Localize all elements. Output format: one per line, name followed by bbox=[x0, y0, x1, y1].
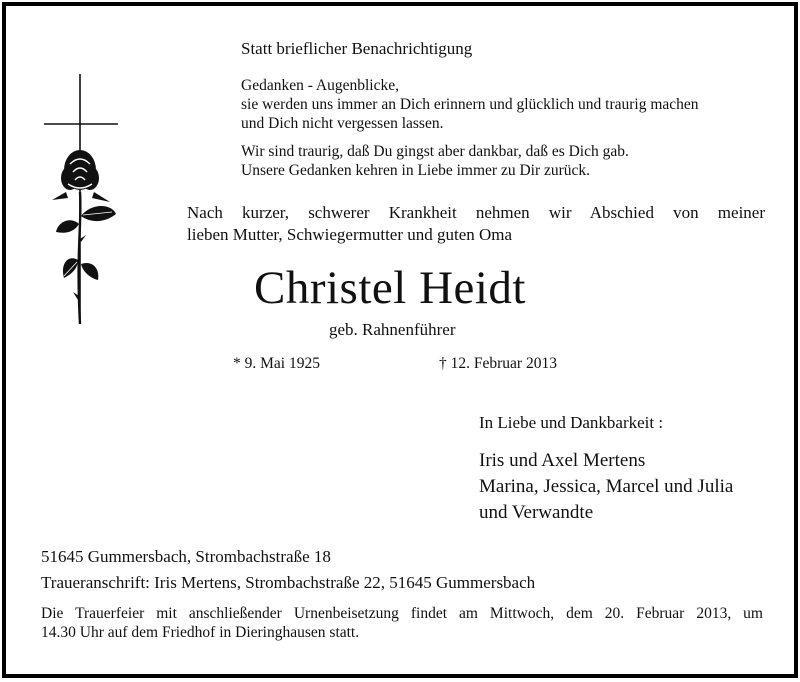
poem-line: sie werden uns immer an Dich erinnern und glücklich und traurig machen bbox=[241, 96, 699, 113]
mourner: Iris und Axel Mertens bbox=[479, 450, 646, 471]
mourning-address: Traueranschrift: Iris Mertens, Strombachstraße 22, 51645 Gummersbach bbox=[41, 573, 536, 592]
ceremony-line: 14.30 Uhr auf dem Friedhof in Dieringhausen statt. bbox=[41, 624, 360, 641]
cross-with-rose-icon bbox=[40, 74, 126, 324]
ceremony-line: Die Trauerfeier mit anschließender Urnenbeisetzung findet am Mittwoch, dem 20. Februar 2013, um bbox=[41, 605, 763, 622]
birth-date: * 9. Mai 1925 bbox=[233, 355, 320, 372]
birth-name: geb. Rahnenführer bbox=[329, 320, 456, 339]
mourner: und Verwandte bbox=[479, 502, 594, 523]
deceased-name: Christel Heidt bbox=[254, 262, 526, 314]
intro-line: Nach kurzer, schwerer Krankheit nehmen wir Abschied von meiner bbox=[187, 203, 765, 222]
mourners-heading: In Liebe und Dankbarkeit : bbox=[479, 413, 664, 432]
obituary-notice bbox=[2, 2, 798, 678]
notice-heading: Statt brieflicher Benachrichtigung bbox=[241, 39, 473, 58]
poem-line: und Dich nicht vergessen lassen. bbox=[241, 115, 444, 132]
poem-line: Wir sind traurig, daß Du gingst aber dankbar, daß es Dich gab. bbox=[241, 143, 629, 160]
address: 51645 Gummersbach, Strombachstraße 18 bbox=[41, 547, 331, 566]
poem-line: Unsere Gedanken kehren in Liebe immer zu Dir zurück. bbox=[241, 162, 591, 179]
poem-line: Gedanken - Augenblicke, bbox=[241, 77, 399, 94]
poem-stanza-2 bbox=[241, 142, 781, 180]
poem-stanza-1 bbox=[241, 76, 781, 133]
mourners-list bbox=[479, 448, 733, 526]
mourner: Marina, Jessica, Marcel und Julia bbox=[479, 476, 734, 497]
death-date: † 12. Februar 2013 bbox=[439, 355, 557, 372]
intro-line: lieben Mutter, Schwiegermutter und guten Oma bbox=[187, 225, 513, 244]
